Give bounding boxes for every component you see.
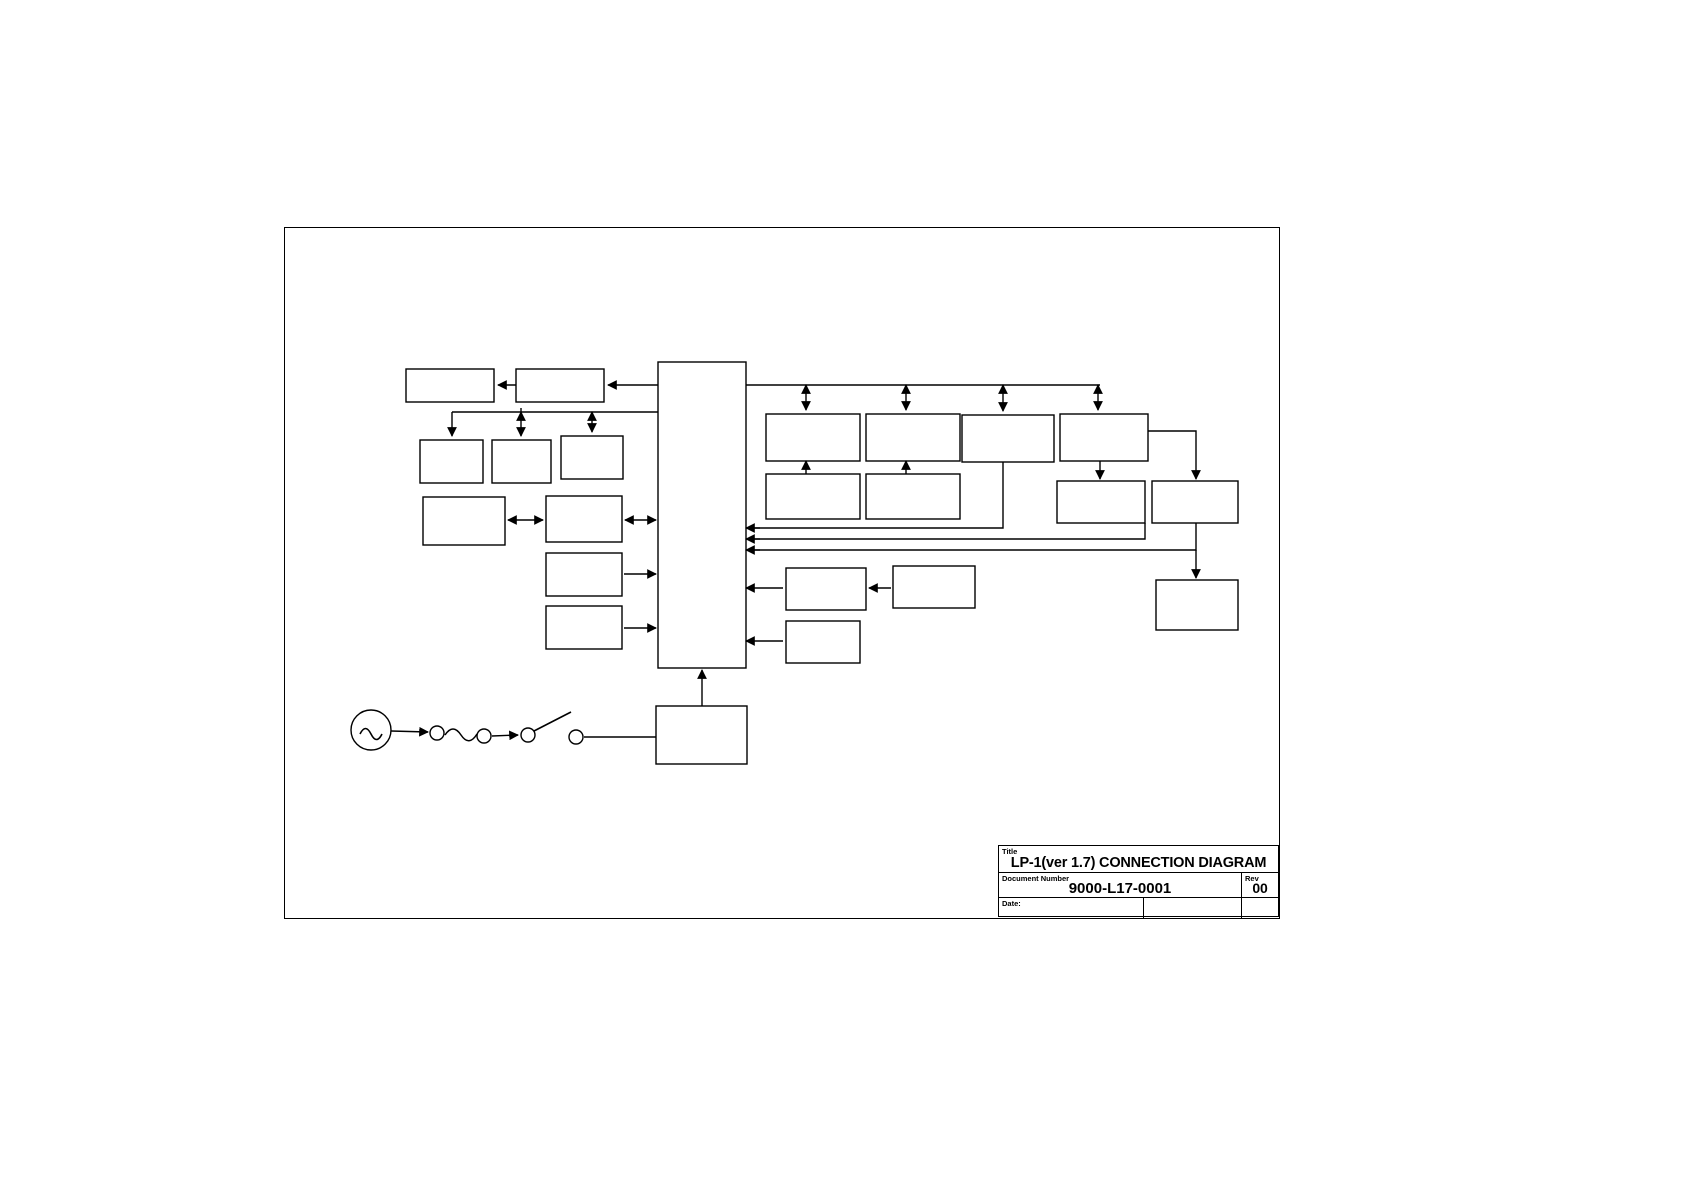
date-label: Date: (1002, 899, 1021, 908)
document-number-cell (999, 873, 1242, 897)
title-block (998, 845, 1279, 917)
title-block-row-document (999, 873, 1278, 898)
rev-label: Rev (1245, 874, 1259, 883)
drawing-frame (284, 227, 1280, 919)
document-number-label: Document Number (1002, 874, 1070, 883)
date-cell-2 (1144, 898, 1242, 918)
date-cell-3 (1242, 898, 1278, 918)
title-value: LP-1(ver 1.7) CONNECTION DIAGRAM (1010, 855, 1267, 871)
rev-value: 00 (1252, 880, 1268, 896)
document-number-value: 9000-L17-0001 (1068, 880, 1172, 897)
date-cell (999, 898, 1144, 918)
title-label: Title (1002, 847, 1018, 856)
title-block-row-title (999, 846, 1278, 873)
rev-cell (1242, 873, 1278, 897)
title-block-row-date (999, 898, 1278, 918)
